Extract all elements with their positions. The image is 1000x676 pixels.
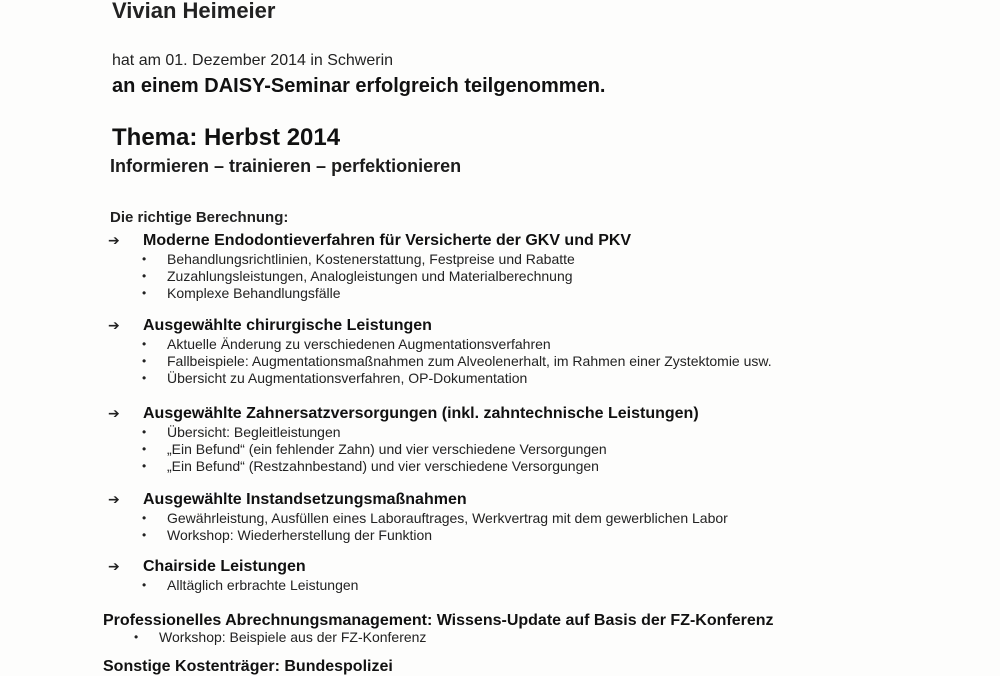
management-bullet-list (100, 629, 426, 646)
bullet-icon: • (142, 371, 147, 385)
list-item (142, 510, 728, 527)
section-heading (108, 231, 631, 251)
bullet-list (108, 251, 631, 302)
list-item (142, 268, 631, 285)
list-item-text: Fallbeispiele: Augmentationsmaßnahmen zum Alveolenerhalt, im Rahmen einer Zystektomie usw. (167, 353, 772, 369)
section-heading (108, 316, 772, 336)
list-item-text: Übersicht: Begleitleistungen (167, 424, 341, 440)
list-item-text: „Ein Befund“ (ein fehlender Zahn) und vier verschiedene Versorgungen (167, 441, 607, 457)
bullet-icon: • (142, 337, 147, 351)
section-title: Moderne Endodontieverfahren für Versicherte der GKV und PKV (143, 232, 632, 249)
section-chairside (108, 557, 358, 594)
arrow-icon: ➔ (108, 232, 120, 248)
list-item-text: Alltäglich erbrachte Leistungen (167, 577, 359, 593)
section-heading (108, 557, 358, 577)
bullet-list (108, 336, 772, 387)
section-endodontie (108, 231, 631, 302)
bullet-icon: • (142, 578, 147, 592)
list-item (142, 285, 631, 302)
list-item-text: Behandlungsrichtlinien, Kostenerstattung, Festpreise und Rabatte (167, 251, 575, 267)
bullet-icon: • (142, 511, 147, 525)
arrow-icon: ➔ (108, 558, 120, 574)
list-item-text: „Ein Befund“ (Restzahnbestand) und vier verschiedene Versorgungen (167, 458, 599, 474)
management-heading: Professionelles Abrechnungsmanagement: Wissens-Update auf Basis der FZ-Konferenz (103, 612, 774, 629)
bullet-list (108, 577, 358, 594)
arrow-icon: ➔ (108, 491, 120, 507)
arrow-icon: ➔ (108, 317, 120, 333)
list-item-text: Komplexe Behandlungsfälle (167, 285, 341, 301)
attendance-date-line: hat am 01. Dezember 2014 in Schwerin (112, 52, 394, 69)
arrow-icon: ➔ (108, 405, 120, 421)
section-title: Ausgewählte Zahnersatzversorgungen (inkl. zahntechnische Leistungen) (143, 405, 699, 422)
section-heading (108, 404, 699, 424)
list-item (142, 424, 699, 441)
bullet-list (108, 510, 728, 544)
list-item-text: Übersicht zu Augmentationsverfahren, OP-Dokumentation (167, 370, 528, 386)
section-instandsetzung (108, 490, 728, 544)
list-item (142, 577, 358, 594)
bullet-icon: • (142, 459, 147, 473)
list-item-text: Zuzahlungsleistungen, Analogleistungen und Materialberechnung (167, 268, 573, 284)
section-zahnersatz (108, 404, 699, 475)
section-title: Ausgewählte Instandsetzungsmaßnahmen (143, 491, 467, 508)
section-intro: Die richtige Berechnung: (110, 209, 289, 226)
bullet-icon: • (142, 442, 147, 456)
list-item (142, 527, 728, 544)
section-title: Chairside Leistungen (143, 558, 306, 575)
list-item-text: Aktuelle Änderung zu verschiedenen Augmentationsverfahren (167, 336, 551, 352)
bullet-icon: • (142, 252, 147, 266)
list-item (142, 458, 699, 475)
list-item (134, 629, 426, 646)
bullet-icon: • (142, 269, 147, 283)
bullet-list (108, 424, 699, 475)
other-cost-heading: Sonstige Kostenträger: Bundespolizei (103, 658, 393, 675)
list-item (142, 336, 772, 353)
list-item-text: Workshop: Wiederherstellung der Funktion (167, 527, 433, 543)
bullet-icon: • (142, 354, 147, 368)
section-heading (108, 490, 728, 510)
section-chirurgie (108, 316, 772, 387)
seminar-subtitle: Informieren – trainieren – perfektionieren (110, 156, 462, 176)
list-item (142, 441, 699, 458)
participant-name: Vivian Heimeier (112, 0, 276, 23)
bullet-icon: • (134, 630, 139, 644)
section-title: Ausgewählte chirurgische Leistungen (143, 317, 432, 334)
bullet-icon: • (142, 528, 147, 542)
list-item-text: Gewährleistung, Ausfüllen eines Laborauftrages, Werkvertrag mit dem gewerblichen Labor (167, 510, 728, 526)
list-item (142, 370, 772, 387)
seminar-topic: Thema: Herbst 2014 (112, 124, 341, 151)
list-item (142, 251, 631, 268)
success-statement: an einem DAISY-Seminar erfolgreich teilgenommen. (112, 75, 606, 97)
bullet-icon: • (142, 425, 147, 439)
list-item (142, 353, 772, 370)
bullet-icon: • (142, 286, 147, 300)
list-item-text: Workshop: Beispiele aus der FZ-Konferenz (159, 629, 427, 645)
